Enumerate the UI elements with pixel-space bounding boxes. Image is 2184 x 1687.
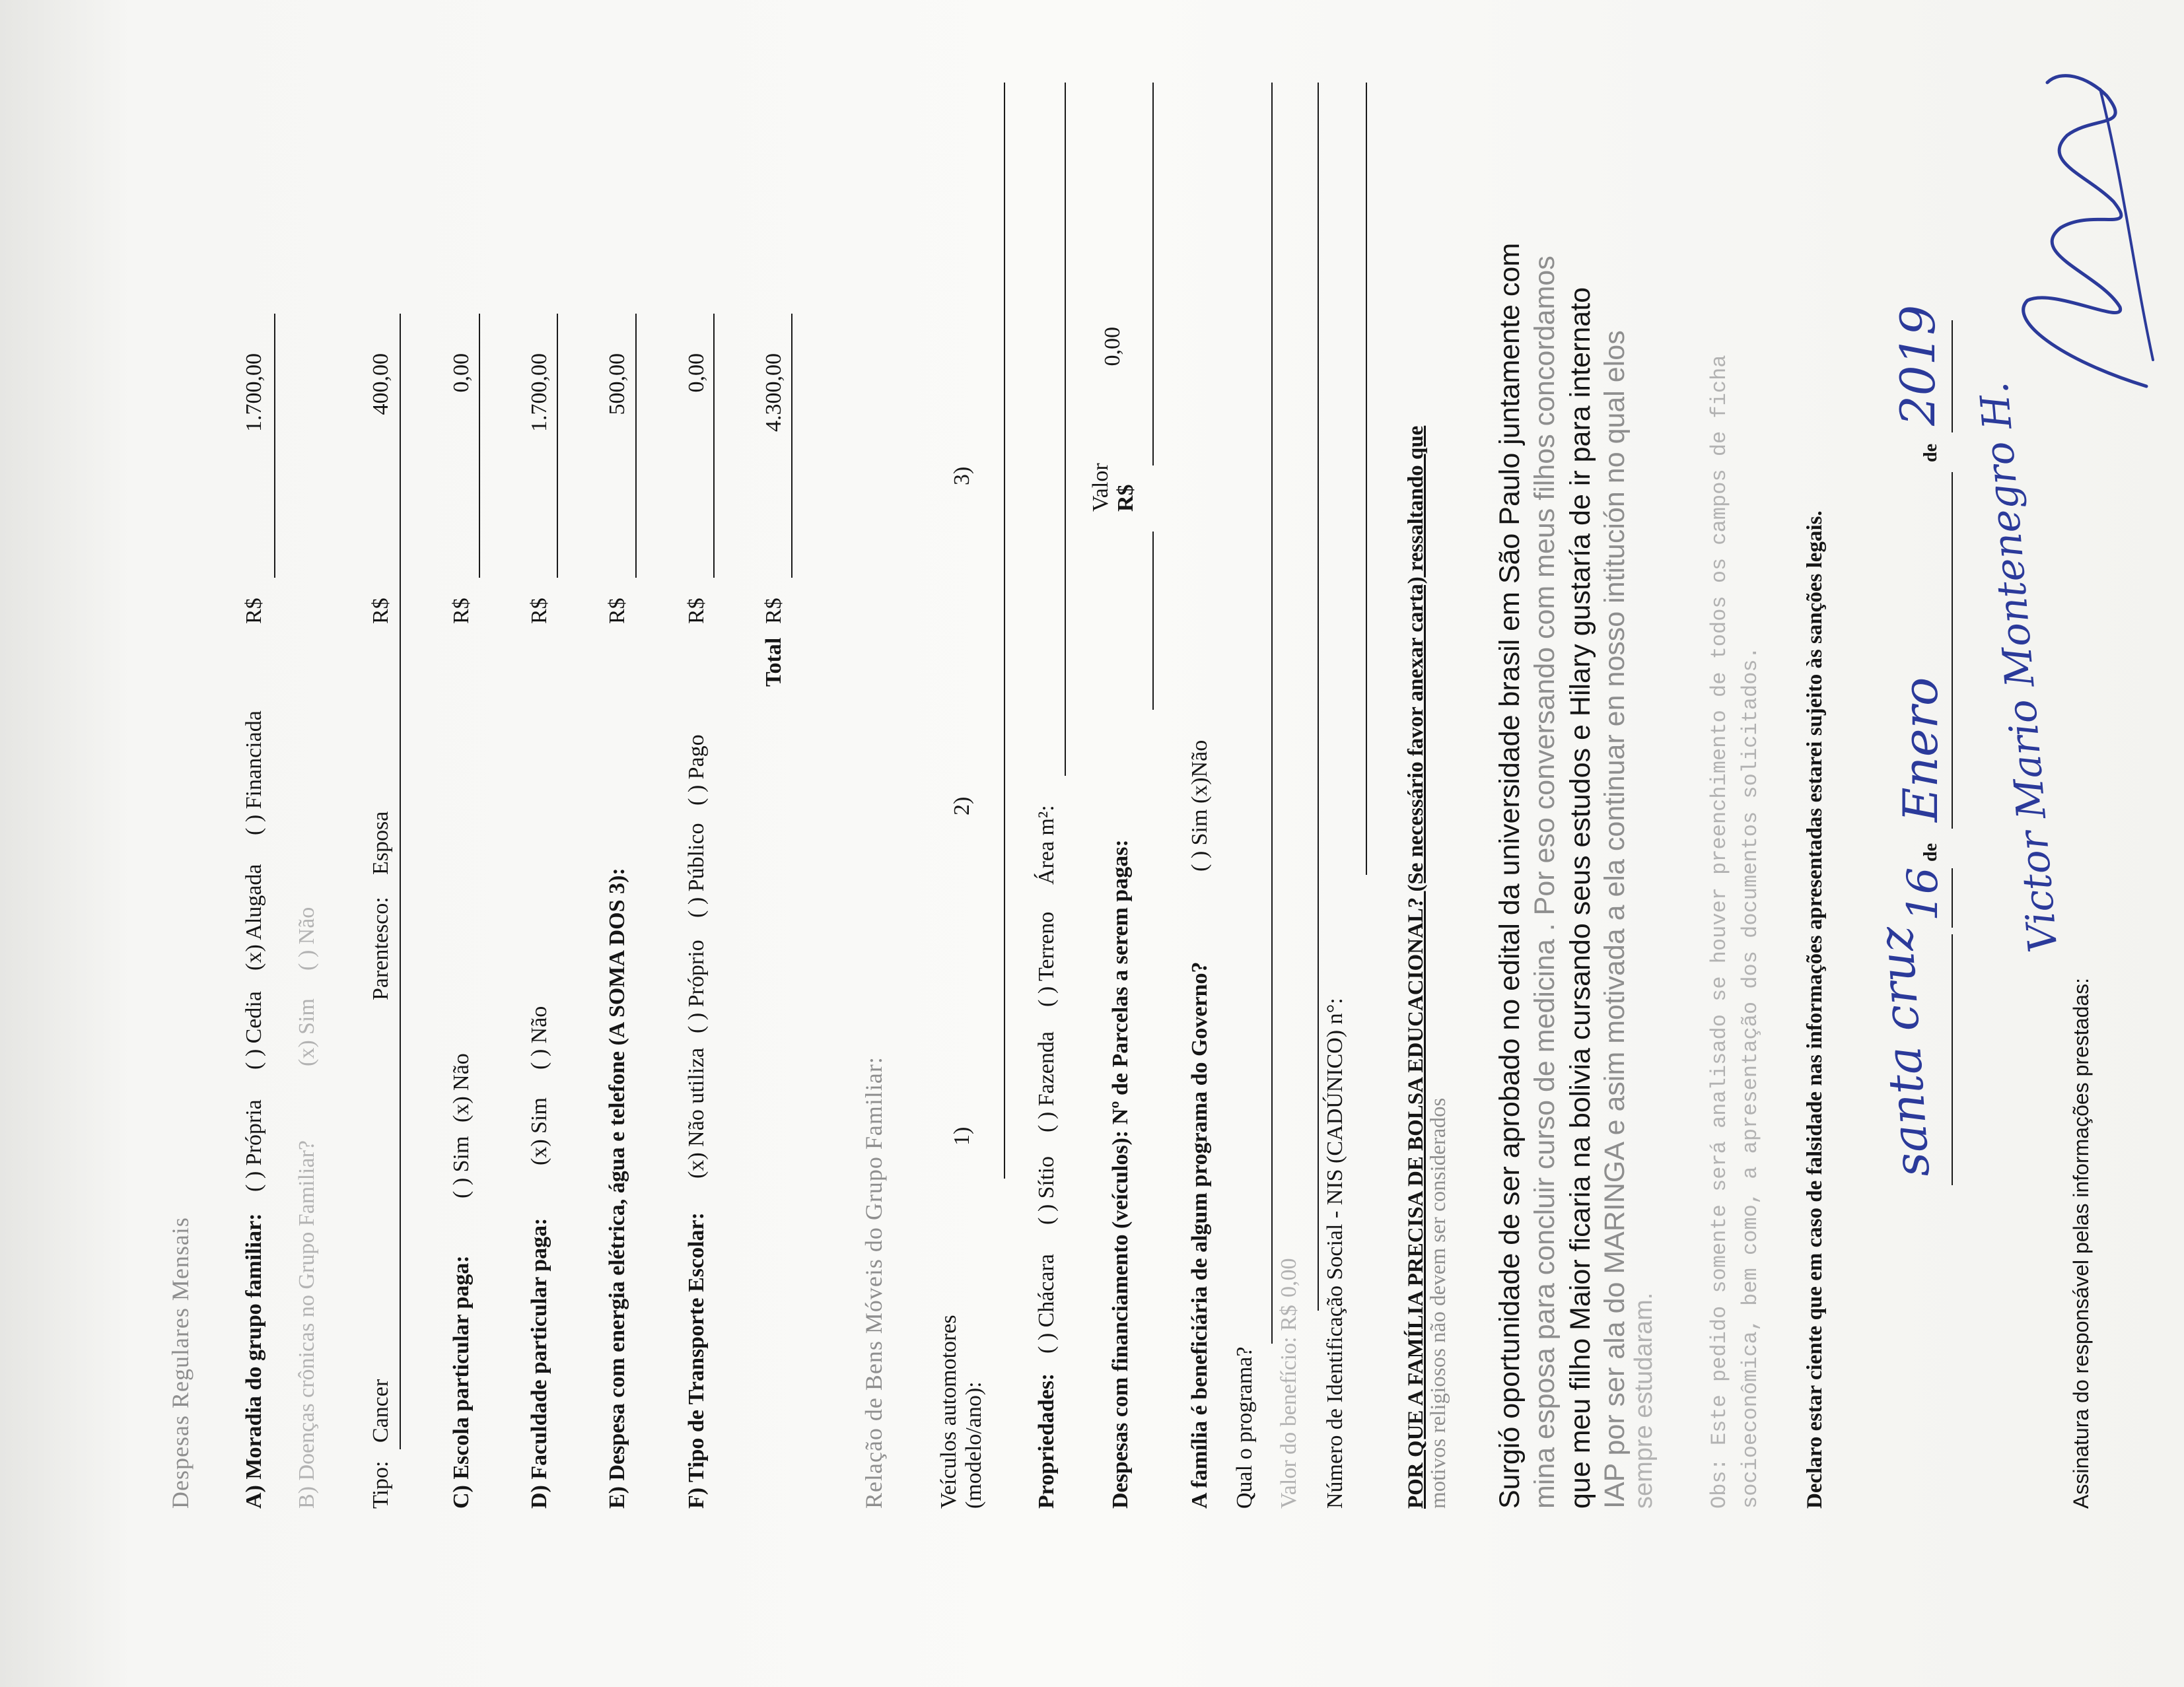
bolsa-question-cont: motivos religiosos não devem ser considerados (1427, 1097, 1450, 1509)
financiamento-label: Despesas com financiamento (veículos): Nº de Parcelas a serem pagas: (1108, 839, 1133, 1509)
qual-programa-line (1271, 83, 1273, 1344)
tipo-label: Tipo: (369, 1461, 393, 1509)
valor-currency: R$ (1113, 484, 1138, 512)
date-de-2: de (1920, 444, 1941, 462)
date-mes: Enero (1893, 677, 1948, 822)
moradia-option-propria: ( ) Própria (242, 1099, 266, 1192)
escola-option-sim: ( ) Sim (449, 1136, 474, 1198)
escola-currency: R$ (449, 598, 474, 624)
energia-value: 500,00 (605, 353, 629, 415)
parentesco-line (400, 551, 401, 881)
obs-line-1: Obs: Este pedido somente será analisado se houver preenchimento de todos os campos de ficha (1707, 355, 1732, 1509)
bolsa-answer-line-3: que meu filho Maior ficaria na bolivia cursando seus estudos e Hilary gustaría de ir para internato (1565, 287, 1596, 1509)
valor-beneficio-label: Valor do benefício: R$ (1277, 1305, 1301, 1509)
doencas-option-sim: (x) Sim (295, 998, 319, 1066)
moradia-value: 1.700,00 (242, 353, 266, 432)
date-ano-line (1952, 320, 1953, 432)
bolsa-answer-line-2: mina esposa para concluir curso de medicina . Por eso conversando com meus filhos concordamos (1529, 256, 1561, 1509)
energia-label: E) Despesa com energia elétrica, água e telefone (A SOMA DOS 3): (605, 868, 629, 1509)
transporte-value: 0,00 (684, 353, 709, 393)
nis-label: Número de Identificação Social - NIS (CADÚNICO) n°: (1323, 998, 1347, 1509)
doencas-currency: R$ (369, 598, 393, 624)
transporte-value-line (713, 314, 715, 578)
qual-programa-label: Qual o programa? (1232, 1346, 1257, 1509)
transporte-option-publico: ( ) Público (684, 823, 709, 918)
transporte-option-nao-utiliza: (x) Não utiliza (684, 1047, 709, 1179)
propriedades-option-sitio: ( ) Sítio (1034, 1156, 1059, 1225)
doencas-value-line (400, 314, 401, 578)
programa-label: A família é beneficiária de algum programa do Governo? (1187, 961, 1212, 1509)
energia-currency: R$ (605, 598, 629, 624)
bolsa-answer-line-1: Surgió oportunidade de ser aprobado no edital da universidade brasil em São Paulo juntamente com (1494, 242, 1526, 1509)
assinatura-nome: Victor Mario Montenegro H. (1971, 380, 2067, 955)
propriedades-option-fazenda: ( ) Fazenda (1034, 1031, 1059, 1132)
moradia-currency: R$ (242, 598, 266, 624)
tipo-value: Cancer (369, 1379, 393, 1443)
transporte-currency: R$ (684, 598, 709, 624)
propriedades-option-chacara: ( ) Chácara (1034, 1253, 1059, 1354)
signature-scribble (1981, 56, 2179, 399)
programa-options: ( ) Sim (x)Não (1187, 740, 1212, 872)
veiculo-slot-2: 2) (950, 796, 974, 815)
valor-label: Valor (1088, 463, 1113, 512)
bens-title: Relação de Bens Móveis do Grupo Familiar: (861, 1056, 887, 1509)
transporte-option-pago: ( ) Pago (684, 734, 709, 806)
nis-line (1366, 83, 1367, 875)
moradia-option-alugada: (x) Alugada (242, 864, 266, 971)
propriedades-option-terreno: ( ) Terreno (1034, 911, 1059, 1007)
total-currency: R$ (761, 598, 786, 624)
declaro-text: Declaro estar ciente que em caso de falsidade nas informações apresentadas estarei sujeito às sanções legais. (1803, 510, 1827, 1509)
veiculo-line-3 (1004, 83, 1005, 518)
bolsa-answer-line-4: IAP por ser ala do MARINGA e asim motivada a ela continuar en nosso intitución no qual elos (1599, 330, 1631, 1509)
parentesco-value: Esposa (369, 811, 393, 875)
veiculos-label: Veículos automotores (936, 1315, 961, 1509)
moradia-label: A) Moradia do grupo familiar: (242, 1213, 266, 1509)
energia-value-line (635, 314, 637, 578)
veiculo-slot-1: 1) (950, 1126, 974, 1146)
date-local: santa cruz (1867, 924, 1940, 1179)
transporte-label: F) Tipo de Transporte Escolar: (684, 1212, 709, 1509)
bolsa-question: POR QUE A FAMÍLIA PRECISA DE BOLSA EDUCACIONAL? (Se necessário favor anexar carta) ressaltando que (1404, 425, 1428, 1509)
valor-value: 0,00 (1100, 327, 1125, 366)
date-dia-line (1952, 868, 1953, 928)
escola-value: 0,00 (449, 353, 474, 393)
faculdade-label: D) Faculdade particular paga: (527, 1218, 551, 1509)
date-mes-line (1952, 472, 1953, 829)
area-label: Área m²: (1034, 805, 1059, 885)
date-de-1: de (1920, 843, 1941, 862)
total-label: Total (761, 637, 786, 687)
faculdade-option-sim: (x) Sim (527, 1097, 551, 1165)
valor-beneficio-value: 0,00 (1277, 1258, 1301, 1297)
escola-label: C) Escola particular paga: (449, 1255, 474, 1509)
escola-value-line (479, 314, 480, 578)
valor-line (1152, 83, 1154, 465)
assinatura-label: Assinatura do responsável pelas informações prestadas: (2069, 978, 2093, 1509)
date-ano: 2019 (1890, 304, 1946, 426)
bolsa-answer-line-5: sempre estudaram. (1630, 1292, 1658, 1509)
escola-option-nao: (x) Não (449, 1053, 474, 1122)
section-title: Despesas Regulares Mensais (167, 1217, 194, 1509)
faculdade-option-nao: ( ) Não (527, 1006, 551, 1070)
total-value-line (791, 314, 793, 578)
valor-beneficio-line (1318, 83, 1319, 1311)
financiamento-parcelas-line (1152, 532, 1154, 710)
transporte-option-proprio: ( ) Próprio (684, 940, 709, 1033)
veiculos-sublabel: (modelo/ano): (962, 1381, 986, 1509)
propriedades-label: Propriedades: (1034, 1373, 1059, 1509)
tipo-line (400, 822, 401, 1449)
date-local-line (1952, 934, 1953, 1185)
faculdade-value: 1.700,00 (527, 353, 551, 432)
veiculo-slot-3: 3) (950, 466, 974, 485)
parentesco-label: Parentesco: (369, 897, 393, 1000)
doencas-option-nao: ( ) Não (295, 907, 319, 971)
total-value: 4.300,00 (761, 353, 786, 432)
area-line (1065, 83, 1066, 776)
date-dia: 16 (1899, 867, 1948, 921)
moradia-option-cedia: ( ) Cedia (242, 991, 266, 1070)
doencas-label: B) Doenças crônicas no Grupo Familiar? (295, 1140, 319, 1509)
faculdade-value-line (557, 314, 558, 578)
faculdade-currency: R$ (527, 598, 551, 624)
obs-line-2: socioeconômica, bem como, a apresentação dos documentos solicitados. (1738, 646, 1763, 1509)
moradia-value-line (274, 314, 275, 578)
doencas-value: 400,00 (369, 353, 393, 415)
moradia-option-financiada: ( ) Financiada (242, 710, 266, 835)
